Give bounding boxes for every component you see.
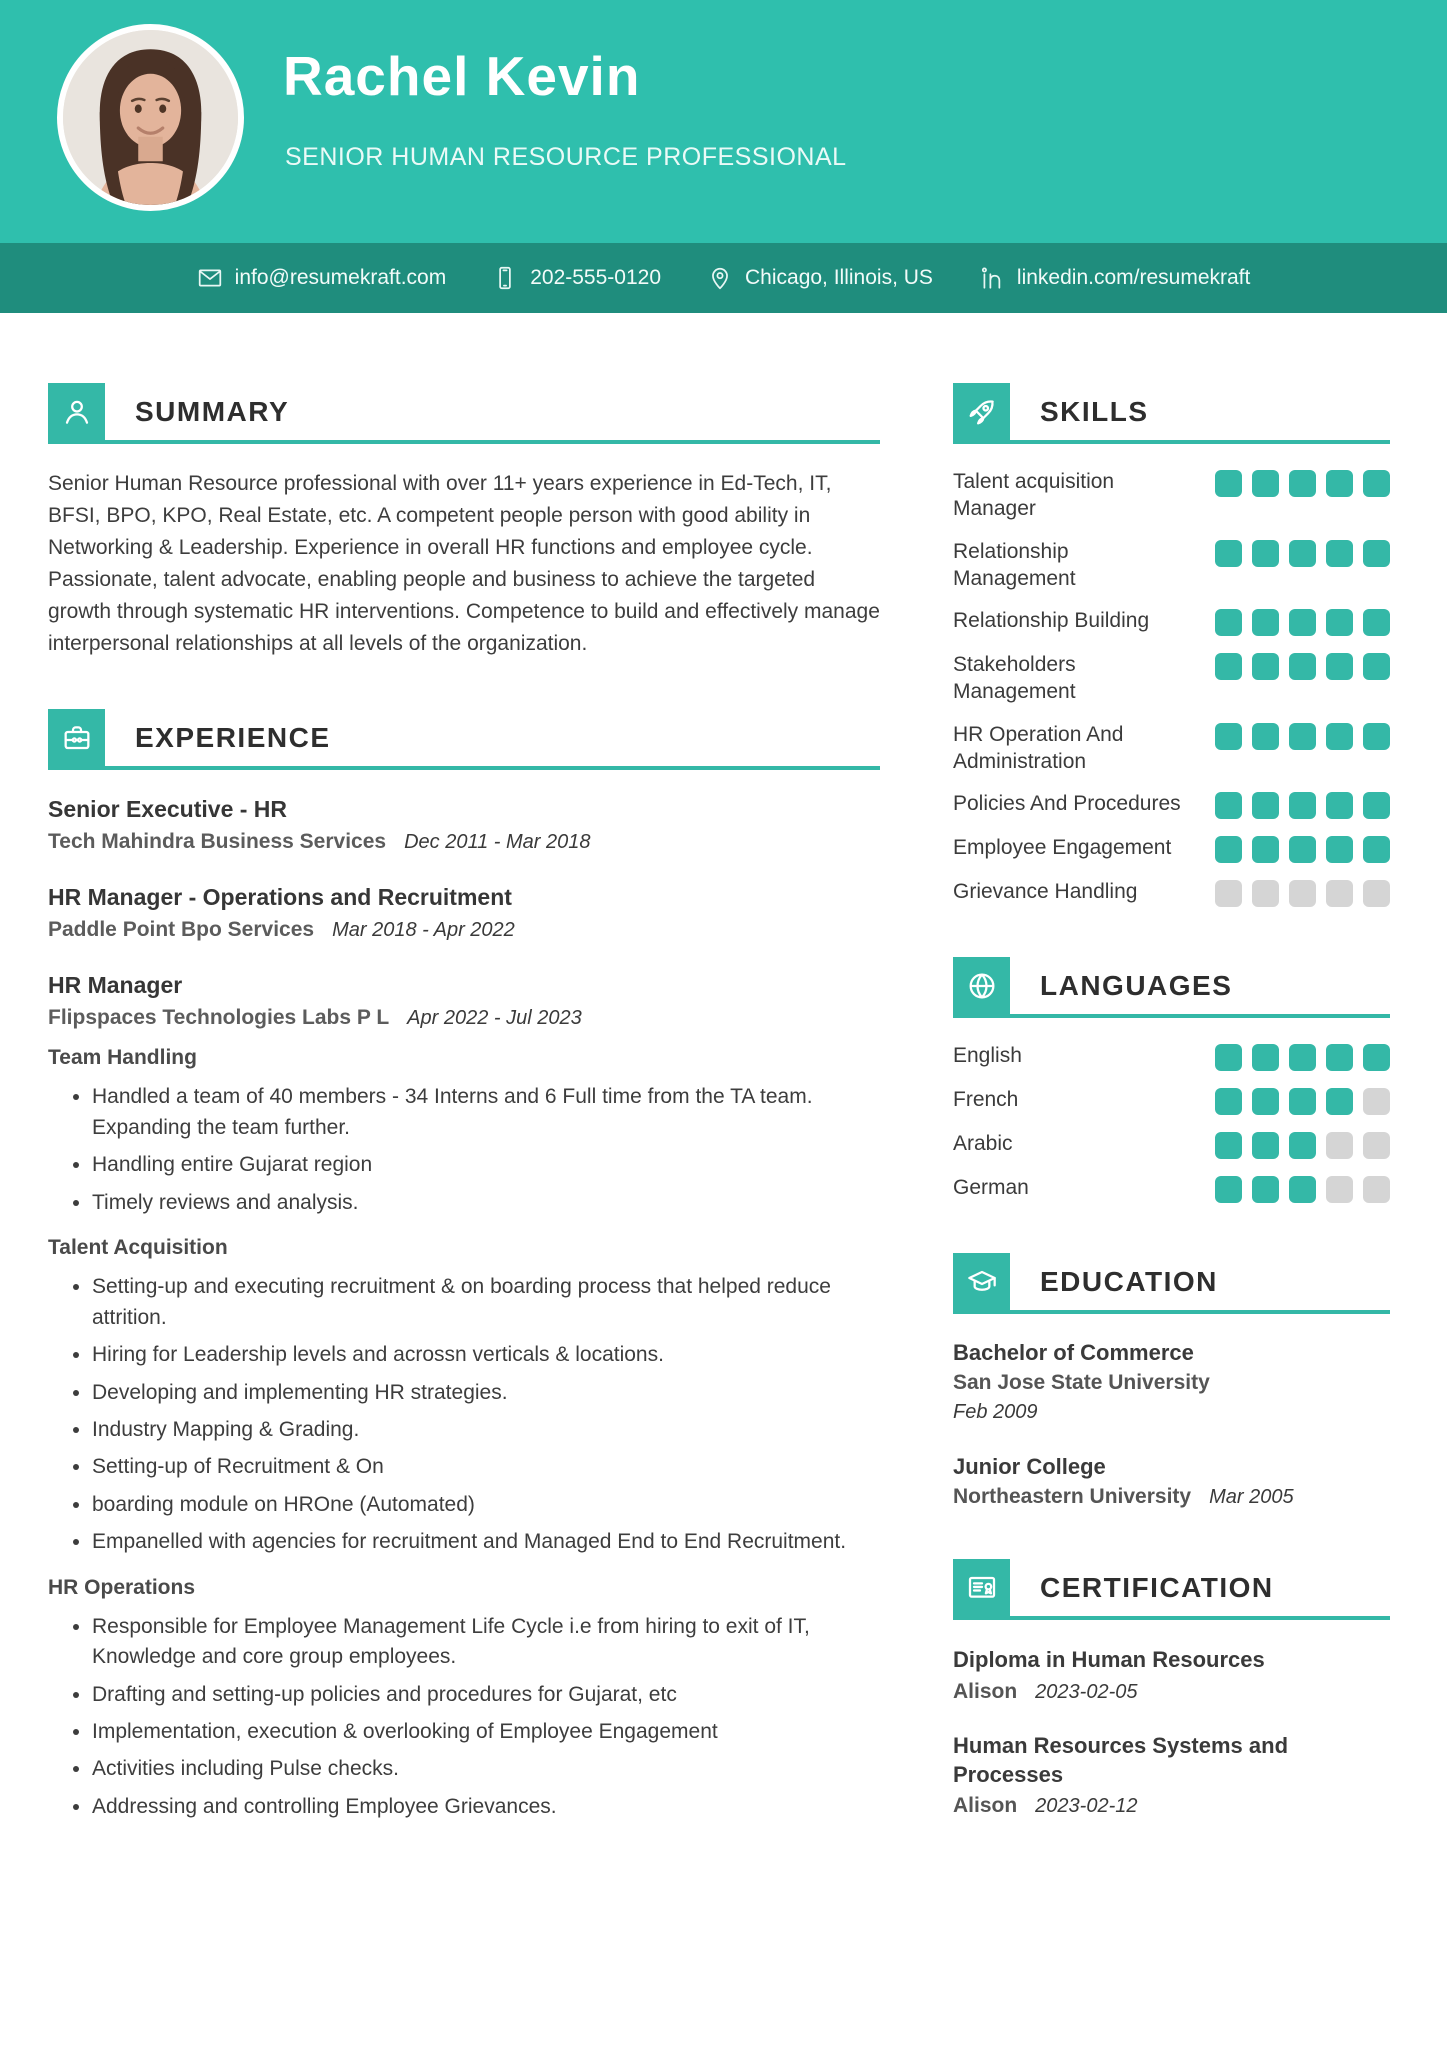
rating-square [1215, 540, 1242, 567]
experience-entry [48, 884, 880, 942]
rating-square [1215, 1088, 1242, 1115]
education-school: San Jose State University [953, 1371, 1210, 1395]
education-date: Feb 2009 [953, 1401, 1038, 1424]
language-row [953, 1130, 1390, 1159]
rating-square [1215, 880, 1242, 907]
contact-linkedin [979, 265, 1250, 291]
job-company: Flipspaces Technologies Labs P L [48, 1006, 390, 1030]
certification-issuer: Alison [953, 1679, 1018, 1703]
job-company: Tech Mahindra Business Services [48, 830, 387, 854]
bullet-item: • Drafting and setting-up policies and procedures for Gujarat, etc [92, 1680, 880, 1710]
bullet-item: • Responsible for Employee Management Life Cycle i.e from hiring to exit of IT, Knowledge and core group employees. [92, 1612, 880, 1673]
rating-square [1289, 836, 1316, 863]
section-skills [953, 383, 1390, 907]
certification-entry [953, 1646, 1390, 1704]
rating-squares [1215, 468, 1390, 497]
skills-heading [953, 383, 1390, 444]
avatar-illustration [63, 30, 238, 205]
rating-square [1326, 880, 1353, 907]
globe-icon [953, 957, 1010, 1014]
language-row [953, 1042, 1390, 1071]
bullet-list [48, 1272, 880, 1558]
rating-square [1326, 540, 1353, 567]
rating-square [1215, 653, 1242, 680]
education-entry [953, 1340, 1390, 1424]
rating-square [1289, 880, 1316, 907]
skill-row-label: Relationship Management [953, 539, 1076, 590]
briefcase-icon [48, 709, 105, 766]
rating-square [1252, 540, 1279, 567]
rating-square [1215, 723, 1242, 750]
left-column [48, 383, 880, 1852]
job-title: Senior Executive - HR [48, 796, 288, 823]
certificate-icon [953, 1559, 1010, 1616]
rating-square [1252, 1176, 1279, 1203]
rating-squares [1215, 834, 1390, 863]
contact-phone-text: 202-555-0120 [530, 266, 661, 289]
skill-row-label: Stakeholders Management [953, 653, 1076, 704]
job-title: HR Manager [48, 972, 183, 999]
rating-square [1326, 1132, 1353, 1159]
rating-square [1252, 470, 1279, 497]
rating-square [1252, 1044, 1279, 1071]
rating-square [1289, 653, 1316, 680]
bullet-item: • Handling entire Gujarat region [92, 1150, 880, 1180]
section-experience [48, 709, 880, 1822]
bullet-item: • Developing and implementing HR strategies. [92, 1378, 880, 1408]
rating-square [1289, 792, 1316, 819]
bullet-item: • boarding module on HROne (Automated) [92, 1490, 880, 1520]
bullet-list [48, 1082, 880, 1218]
certification-heading [953, 1559, 1390, 1620]
rating-squares [1215, 1086, 1390, 1115]
rating-square [1252, 653, 1279, 680]
rating-square [1326, 723, 1353, 750]
certification-entry [953, 1732, 1390, 1818]
rating-square [1363, 792, 1390, 819]
certification-title: CERTIFICATION [1040, 1571, 1274, 1603]
rating-square [1289, 1132, 1316, 1159]
rating-square [1289, 470, 1316, 497]
rating-squares [1215, 878, 1390, 907]
section-education [953, 1253, 1390, 1509]
rating-square [1326, 653, 1353, 680]
rating-square [1326, 1044, 1353, 1071]
certification-list [953, 1646, 1390, 1818]
person-icon [48, 383, 105, 440]
envelope-icon [197, 265, 223, 291]
rating-square [1363, 1088, 1390, 1115]
rocket-icon [953, 383, 1010, 440]
skill-row [953, 538, 1390, 593]
rating-square [1289, 1088, 1316, 1115]
rating-square [1363, 540, 1390, 567]
job-dates: Mar 2018 - Apr 2022 [332, 919, 515, 942]
rating-squares [1215, 651, 1390, 680]
job-dates: Dec 2011 - Mar 2018 [404, 831, 591, 854]
certification-issuer-line [953, 1680, 1390, 1704]
rating-square [1215, 1176, 1242, 1203]
contact-location-text: Chicago, Illinois, US [745, 266, 933, 289]
education-school-line [953, 1485, 1390, 1509]
education-date: Mar 2005 [1209, 1486, 1294, 1509]
certification-date: 2023-02-12 [1035, 1795, 1138, 1818]
rating-square [1289, 540, 1316, 567]
skills-list [953, 468, 1390, 907]
section-languages [953, 957, 1390, 1203]
rating-square [1363, 1132, 1390, 1159]
job-company-line [48, 1006, 880, 1030]
rating-square [1326, 1088, 1353, 1115]
map-pin-icon [707, 265, 733, 291]
section-certification [953, 1559, 1390, 1818]
language-row-label: French [953, 1088, 1019, 1112]
contact-email [197, 265, 447, 291]
rating-square [1363, 836, 1390, 863]
rating-square [1289, 1044, 1316, 1071]
contact-phone [492, 265, 661, 291]
certification-date: 2023-02-05 [1035, 1680, 1138, 1703]
summary-text: Senior Human Resource professional with over 11+ years experience in Ed-Tech, IT, BFSI, BPO, KPO, Real Estate, etc. A competent people person with good ability in Networking & Leadership. Experience in overall HR functions and employee cycle. Passionate, talent advocate, enabling people and business to achieve the targeted growth through systematic HR interventions. Competence to build and effectively manage interpersonal relationships at all levels of the organization. [48, 472, 880, 655]
bullet-item: • Setting-up of Recruitment & On [92, 1452, 880, 1482]
contact-email-text: info@resumekraft.com [234, 266, 447, 289]
rating-square [1252, 792, 1279, 819]
language-row [953, 1174, 1390, 1203]
certification-name: Human Resources Systems and Processes [953, 1732, 1289, 1787]
job-subheading: Team Handling [48, 1046, 197, 1070]
person-headline: SENIOR HUMAN RESOURCE PROFESSIONAL [285, 143, 847, 171]
rating-square [1289, 723, 1316, 750]
bullet-item: • Hiring for Leadership levels and acrossn verticals & locations. [92, 1340, 880, 1370]
rating-square [1215, 836, 1242, 863]
rating-square [1289, 609, 1316, 636]
education-title: EDUCATION [1040, 1265, 1218, 1297]
rating-square [1252, 1088, 1279, 1115]
experience-entry [48, 972, 880, 1822]
skill-row [953, 651, 1390, 706]
rating-square [1252, 880, 1279, 907]
smartphone-icon [492, 265, 518, 291]
rating-square [1215, 470, 1242, 497]
education-degree: Junior College [953, 1454, 1106, 1480]
education-school: Northeastern University [953, 1485, 1192, 1509]
bullet-item: • Industry Mapping & Grading. [92, 1415, 880, 1445]
language-row-label: German [953, 1176, 1029, 1200]
skill-row [953, 834, 1390, 863]
education-school-line [953, 1371, 1390, 1395]
rating-square [1326, 470, 1353, 497]
language-row-label: Arabic [953, 1132, 1013, 1156]
rating-square [1363, 1176, 1390, 1203]
job-dates: Apr 2022 - Jul 2023 [407, 1007, 582, 1030]
education-entry [953, 1454, 1390, 1509]
rating-square [1363, 880, 1390, 907]
rating-squares [1215, 1042, 1390, 1071]
skills-title: SKILLS [1040, 395, 1149, 427]
graduation-cap-icon [953, 1253, 1010, 1310]
right-column [953, 383, 1390, 1852]
job-company-line [48, 830, 880, 854]
rating-square [1252, 609, 1279, 636]
rating-square [1215, 609, 1242, 636]
bullet-item: • Handled a team of 40 members - 34 Interns and 6 Full time from the TA team. Expanding the team further. [92, 1082, 880, 1143]
education-degree: Bachelor of Commerce [953, 1340, 1194, 1366]
bullet-item: • Implementation, execution & overlooking of Employee Engagement [92, 1717, 880, 1747]
experience-heading [48, 709, 880, 770]
rating-squares [1215, 1130, 1390, 1159]
bullet-item: • Timely reviews and analysis. [92, 1188, 880, 1218]
bullet-item: • Empanelled with agencies for recruitment and Managed End to End Recruitment. [92, 1527, 880, 1557]
rating-square [1252, 1132, 1279, 1159]
job-subheading: HR Operations [48, 1575, 196, 1599]
summary-heading [48, 383, 880, 444]
bullet-list [48, 1612, 880, 1823]
linkedin-icon [979, 265, 1005, 291]
skill-row [953, 790, 1390, 819]
header [0, 0, 1447, 243]
language-row-label: English [953, 1044, 1022, 1068]
certification-name: Diploma in Human Resources [953, 1647, 1265, 1673]
bullet-item: • Activities including Pulse checks. [92, 1754, 880, 1784]
skill-row-label: Policies And Procedures [953, 792, 1181, 816]
language-row [953, 1086, 1390, 1115]
rating-square [1326, 1176, 1353, 1203]
contact-location [707, 265, 933, 291]
skill-row [953, 468, 1390, 523]
rating-square [1363, 723, 1390, 750]
job-subheading: Talent Acquisition [48, 1236, 228, 1260]
rating-square [1252, 836, 1279, 863]
contact-bar [0, 243, 1447, 313]
summary-title: SUMMARY [135, 395, 290, 427]
rating-square [1289, 1176, 1316, 1203]
skill-row [953, 878, 1390, 907]
rating-squares [1215, 790, 1390, 819]
languages-title: LANGUAGES [1040, 969, 1233, 1001]
skill-row-label: HR Operation And Administration [953, 722, 1124, 774]
certification-issuer-line [953, 1794, 1390, 1818]
rating-square [1326, 792, 1353, 819]
rating-square [1363, 1044, 1390, 1071]
rating-square [1363, 470, 1390, 497]
bullet-item: • Addressing and controlling Employee Grievances. [92, 1792, 880, 1822]
rating-squares [1215, 1174, 1390, 1203]
skill-row-label: Employee Engagement [953, 836, 1172, 860]
rating-square [1215, 1044, 1242, 1071]
skill-row-label: Relationship Building [953, 609, 1150, 633]
education-heading [953, 1253, 1390, 1314]
rating-square [1326, 836, 1353, 863]
skill-row-label: Talent acquisition Manager [953, 470, 1115, 521]
rating-squares [1215, 721, 1390, 750]
profile-photo [57, 24, 244, 211]
education-list [953, 1340, 1390, 1509]
experience-entry [48, 796, 880, 854]
section-summary [48, 383, 880, 659]
rating-square [1363, 653, 1390, 680]
skill-row [953, 607, 1390, 636]
rating-square [1252, 723, 1279, 750]
rating-square [1326, 609, 1353, 636]
rating-square [1215, 792, 1242, 819]
certification-issuer: Alison [953, 1794, 1018, 1818]
contact-linkedin-text: linkedin.com/resumekraft [1016, 266, 1251, 289]
rating-square [1215, 1132, 1242, 1159]
job-company: Paddle Point Bpo Services [48, 918, 315, 942]
languages-heading [953, 957, 1390, 1018]
bullet-item: • Setting-up and executing recruitment & on boarding process that helped reduce attrition. [92, 1272, 880, 1333]
experience-list [48, 796, 880, 1822]
person-name: Rachel Kevin [283, 45, 641, 107]
rating-squares [1215, 538, 1390, 567]
main-content [0, 313, 1447, 1852]
job-company-line [48, 918, 880, 942]
job-title: HR Manager - Operations and Recruitment [48, 884, 512, 911]
languages-list [953, 1042, 1390, 1203]
rating-square [1363, 609, 1390, 636]
skill-row-label: Grievance Handling [953, 880, 1138, 904]
experience-title: EXPERIENCE [135, 721, 331, 753]
skill-row [953, 721, 1390, 776]
rating-squares [1215, 607, 1390, 636]
